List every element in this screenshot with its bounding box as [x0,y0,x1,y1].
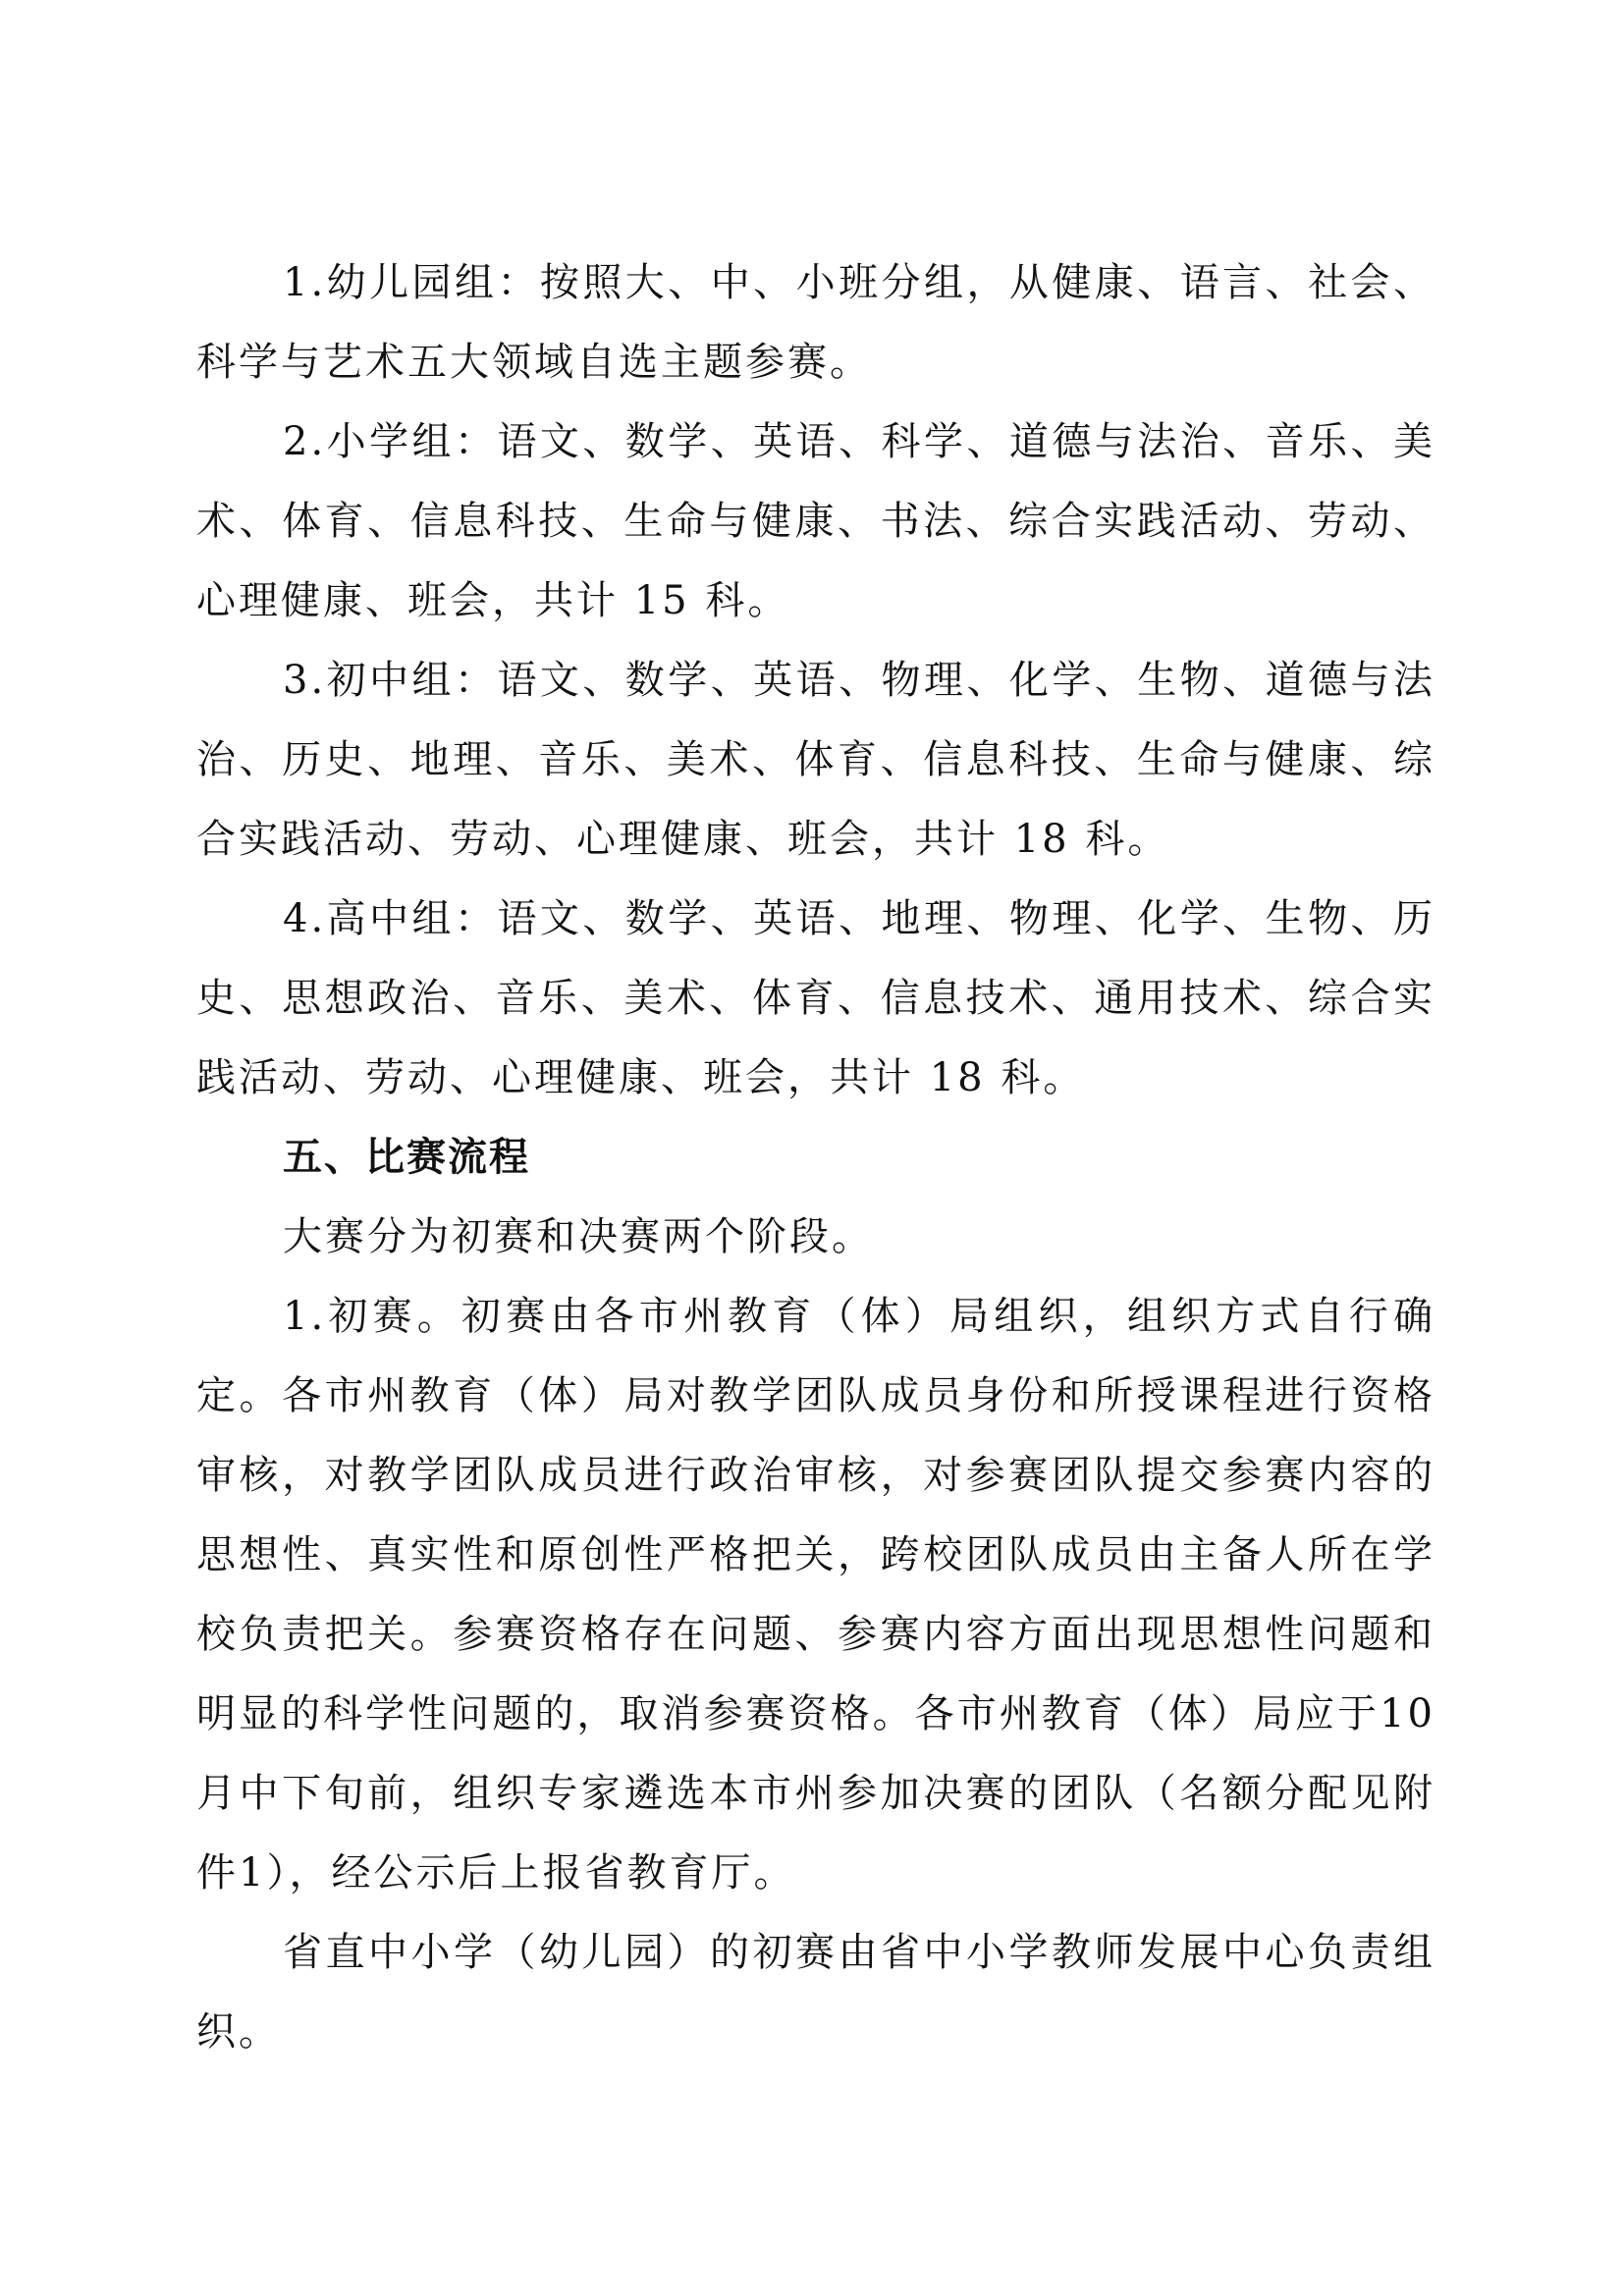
paragraph-primary-group: 2.小学组：语文、数学、英语、科学、道德与法治、音乐、美术、体育、信息科技、生命与健康、书法、综合实践活动、劳动、心理健康、班会，共计 15 科。 [196,419,1435,623]
paragraph-kindergarten-group: 1.幼儿园组：按照大、中、小班分组，从健康、语言、社会、科学与艺术五大领域自选主题参赛。 [196,260,1435,385]
document-body [196,243,1435,2072]
paragraph-provincial-schools: 省直中小学（幼儿园）的初赛由省中小学教师发展中心负责组织。 [196,1930,1435,2055]
section-heading-competition-process: 五、比赛流程 [283,1135,530,1180]
paragraph-junior-high-group: 3.初中组：语文、数学、英语、物理、化学、生物、道德与法治、历史、地理、音乐、美术、体育、信息科技、生命与健康、综合实践活动、劳动、心理健康、班会，共计 18 科。 [196,658,1435,862]
paragraph-senior-high-group: 4.高中组：语文、数学、英语、地理、物理、化学、生物、历史、思想政治、音乐、美术、体育、信息技术、通用技术、综合实践活动、劳动、心理健康、班会，共计 18 科。 [196,896,1435,1100]
paragraph-preliminary-round: 1.初赛。初赛由各市州教育（体）局组织，组织方式自行确定。各市州教育（体）局对教学团队成员身份和所授课程进行资格审核，对教学团队成员进行政治审核，对参赛团队提交参赛内容的思想性、真实性和原创性严格把关，跨校团队成员由主备人所在学校负责把关。参赛资格存在问题、参赛内容方面出现思想性问题和明显的科学性问题的，取消参赛资格。各市州教育（体）局应于10月中下旬前，组织专家遴选本市州参加决赛的团队（名额分配见附件1），经公示后上报省教育厅。 [196,1294,1435,1896]
paragraph-two-stages: 大赛分为初赛和决赛两个阶段。 [283,1214,874,1259]
